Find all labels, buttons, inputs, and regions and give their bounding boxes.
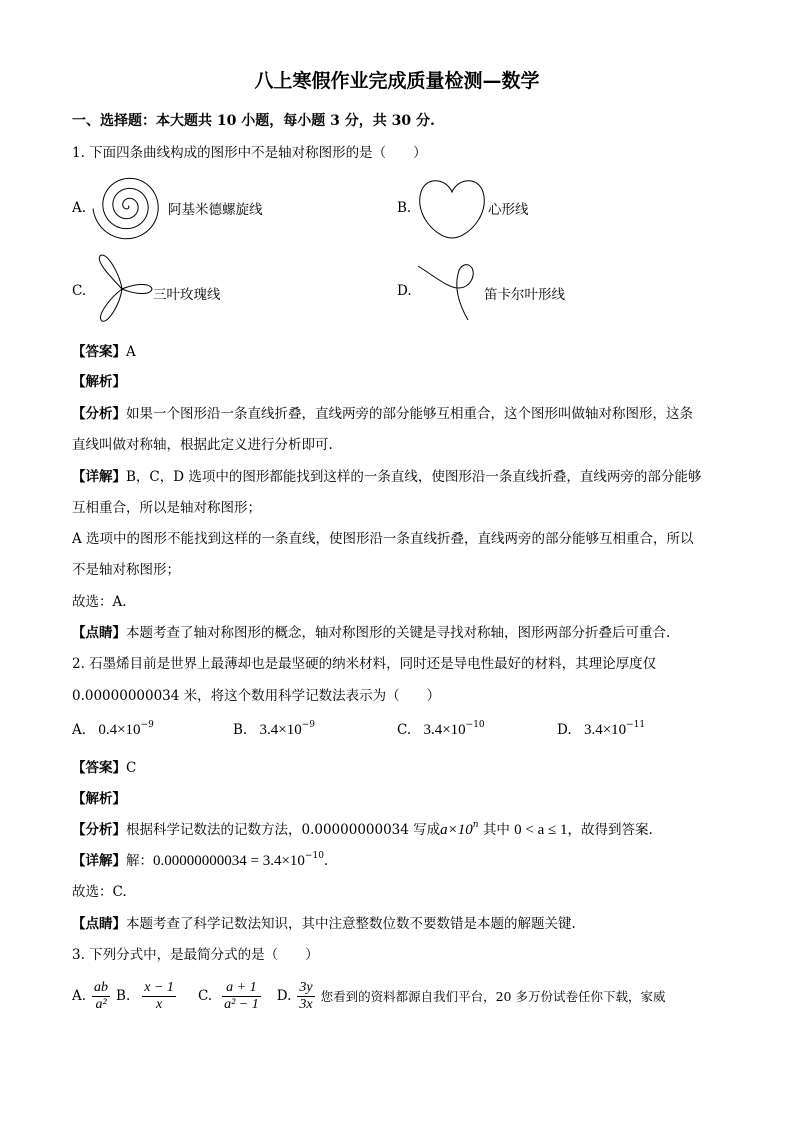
option-exponent: −9 — [140, 720, 154, 730]
q1-option-c-label: 三叶玫瑰线 — [153, 287, 221, 303]
cardioid-figure — [416, 174, 488, 244]
fenxi-text: ，故得到答案. — [567, 822, 653, 838]
q2-xiangjie — [72, 849, 328, 870]
analysis-tag: 【解析】 — [72, 374, 126, 390]
q1-option-c-letter: C. — [72, 283, 87, 299]
xiangjie-text: B，C，D 选项中的图形都能找到这样的一条直线，使图形沿一条直线折叠，直线两旁的部分能够 — [126, 469, 702, 485]
q1-option-a-label: 阿基米德螺旋线 — [168, 202, 263, 218]
answer-tag: 【答案】 — [72, 760, 126, 776]
question-1-stem: 1. 下面四条曲线构成的图形中不是轴对称图形的是（ ） — [72, 145, 427, 161]
q2-fenxi — [72, 818, 653, 839]
option-letter: C. — [197, 988, 213, 1004]
option-letter: A. — [72, 722, 87, 738]
platform-watermark-text: 您看到的资料都源自我们平台，20 多万份试卷任你下载，家威 — [320, 989, 666, 1004]
q2-option-a — [72, 720, 154, 739]
fenxi-tag: 【分析】 — [72, 822, 126, 838]
q3-options-row — [72, 976, 665, 1016]
denominator: 3x — [299, 996, 313, 1012]
option-value: 3.4×10 — [423, 722, 466, 738]
q1-fenxi-line-2: 直线叫做对称轴，根据此定义进行分析即可. — [72, 437, 333, 453]
q1-option-d-letter: D. — [397, 283, 412, 299]
q1-xiangjie-line-2: 互相重合，所以是轴对称图形； — [72, 500, 261, 516]
question-2-stem-line-1: 2. 石墨烯目前是世界上最薄却也是最坚硬的纳米材料，同时还是导电性最好的材料，其理论厚度仅 — [72, 656, 657, 672]
q1-xiangjie-line-3: A 选项中的图形不能找到这样的一条直线，使图形沿一条直线折叠，直线两旁的部分能够互相重合，所以 — [72, 531, 694, 547]
q2-dianjing — [72, 912, 576, 932]
numerator: a + 1 — [222, 980, 261, 997]
q1-fenxi-line-1 — [72, 402, 693, 422]
denominator: a² − 1 — [224, 996, 259, 1012]
option-exponent: −11 — [626, 720, 646, 730]
xiangjie-math: 0.00000000034 = 3.4×10 — [153, 853, 305, 869]
q2-option-d — [557, 720, 645, 739]
q3-option-d-fraction — [297, 980, 314, 1013]
dianjing-text: 本题考查了轴对称图形的概念，轴对称图形的关键是寻找对称轴，图形两部分折叠后可重合. — [126, 625, 671, 641]
q1-option-a-letter: A. — [72, 200, 87, 216]
q1-xiangjie-line-1 — [72, 465, 701, 485]
option-exponent: −10 — [465, 720, 485, 730]
q1-answer — [72, 340, 136, 360]
page-title: 八上寒假作业完成质量检测—数学 — [254, 70, 540, 92]
fenxi-condition: 0 < a ≤ 1 — [514, 822, 568, 838]
dianjing-tag: 【点睛】 — [72, 625, 126, 641]
q1-xiangjie-line-4: 不是轴对称图形； — [72, 562, 180, 578]
question-3-stem: 3. 下列分式中，是最简分式的是（ ） — [72, 947, 319, 963]
answer-value: C — [126, 760, 137, 776]
fenxi-text: 其中 — [478, 822, 515, 838]
fenxi-exponent: n — [472, 820, 479, 830]
q1-option-d-label: 笛卡尔叶形线 — [484, 287, 565, 303]
option-letter: B. — [233, 722, 248, 738]
dianjing-text: 本题考查了科学记数法知识，其中注意整数位数不要数错是本题的解题关键. — [126, 916, 576, 932]
option-letter: B. — [116, 988, 131, 1004]
q3-option-a-fraction — [92, 980, 110, 1013]
section-heading: 一、选择题：本大题共 10 小题，每小题 3 分，共 30 分. — [72, 113, 435, 129]
option-value: 3.4×10 — [259, 722, 302, 738]
q1-option-b-letter: B. — [397, 200, 412, 216]
denominator: x — [155, 996, 163, 1012]
analysis-tag: 【解析】 — [72, 791, 126, 807]
numerator: 3y — [299, 979, 313, 995]
option-letter: C. — [397, 722, 412, 738]
xiangjie-exponent: −10 — [304, 851, 324, 861]
q1-dianjing — [72, 621, 670, 641]
answer-value: A — [126, 344, 136, 360]
fenxi-math: a×10 — [440, 822, 473, 838]
option-letter: D. — [557, 722, 572, 738]
option-letter: A. — [72, 988, 87, 1004]
xiangjie-text: . — [323, 853, 329, 869]
xiangjie-tag: 【详解】 — [72, 853, 126, 869]
xiangjie-tag: 【详解】 — [72, 469, 126, 485]
question-2-stem-line-2: 0.00000000034 米，将这个数用科学记数法表示为（ ） — [72, 688, 441, 704]
numerator: ab — [94, 979, 109, 995]
fenxi-text: 如果一个图形沿一条直线折叠，直线两旁的部分能够互相重合，这个图形叫做轴对称图形，这条 — [126, 406, 693, 422]
q2-answer — [72, 756, 136, 776]
folium-of-descartes-figure — [418, 258, 484, 324]
answer-tag: 【答案】 — [72, 344, 126, 360]
fenxi-tag: 【分析】 — [72, 406, 126, 422]
option-exponent: −9 — [301, 720, 316, 730]
q3-option-c-fraction — [222, 980, 261, 1013]
option-value: 3.4×10 — [583, 722, 627, 738]
numerator: x − 1 — [144, 979, 174, 995]
denominator: a² — [95, 996, 107, 1012]
dianjing-tag: 【点睛】 — [72, 916, 126, 932]
archimedean-spiral-figure — [92, 168, 172, 248]
three-leaf-rose-figure — [92, 254, 152, 324]
q1-option-b-label: 心形线 — [488, 202, 529, 218]
option-value: 0.4×10 — [98, 722, 141, 738]
q1-choice: 故选：A. — [72, 594, 127, 610]
q2-option-b — [233, 720, 315, 739]
xiangjie-text: 解： — [126, 853, 153, 869]
q2-choice: 故选：C. — [72, 884, 127, 900]
q3-option-b-fraction — [142, 980, 176, 1013]
fenxi-text: 根据科学记数法的记数方法，0.00000000034 写成 — [126, 822, 441, 838]
q2-option-c — [397, 720, 485, 739]
option-letter: D. — [276, 988, 292, 1004]
